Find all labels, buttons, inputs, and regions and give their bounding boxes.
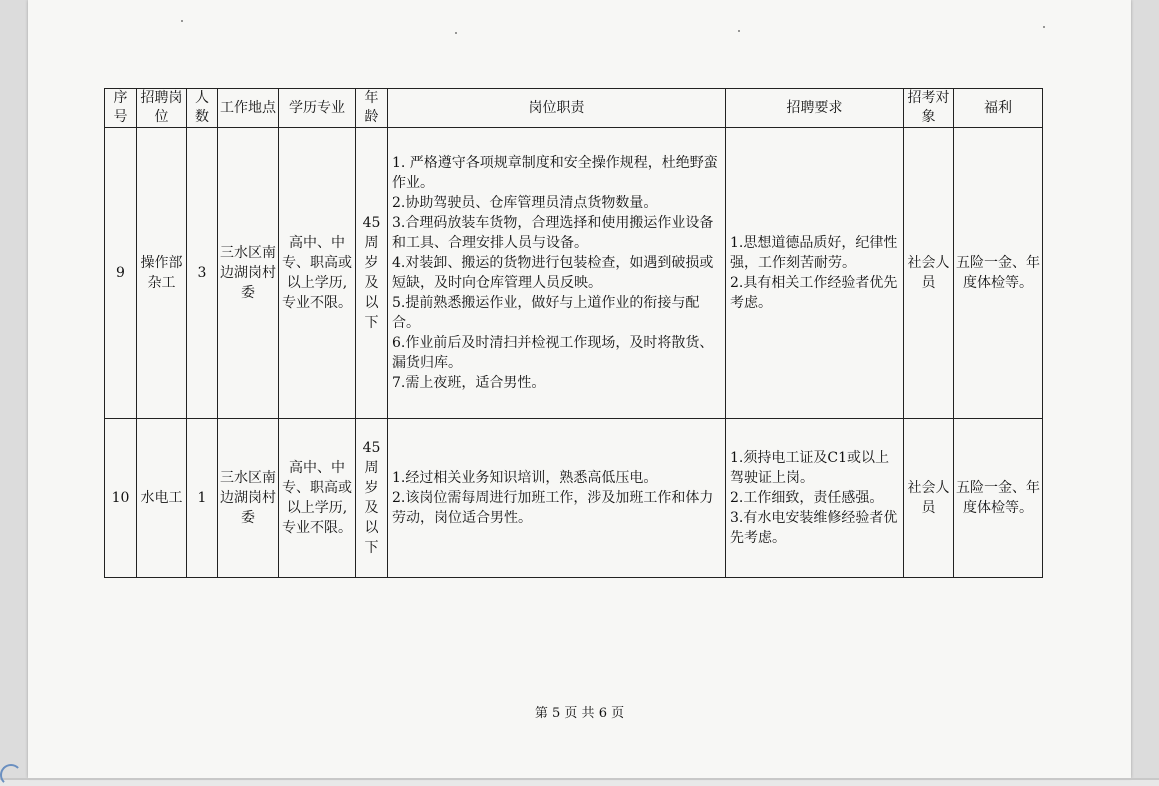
duty-line: 5.提前熟悉搬运作业，做好与上道作业的衔接与配合。: [392, 295, 700, 331]
viewer-corner-icon[interactable]: [0, 764, 22, 786]
cell-seq: 10: [105, 419, 137, 578]
header-post: 招聘岗位: [137, 89, 187, 128]
scan-speck: [738, 30, 740, 32]
header-age: 年龄: [356, 89, 388, 128]
requirement-line: 1.须持电工证及C1或以上驾驶证上岗。: [730, 450, 889, 486]
duty-line: 2.该岗位需每周进行加班工作，涉及加班工作和体力劳动，岗位适合男性。: [392, 490, 714, 526]
cell-count: 1: [187, 419, 218, 578]
header-seq: 序号: [105, 89, 137, 128]
requirement-line: 3.有水电安装维修经验者优先考虑。: [730, 510, 898, 546]
header-benefits: 福利: [954, 89, 1043, 128]
document-page[interactable]: [28, 0, 1131, 778]
cell-post: 水电工: [137, 419, 187, 578]
cell-count: 3: [187, 128, 218, 419]
duty-line: 1.经过相关业务知识培训，熟悉高低压电。: [392, 470, 658, 486]
table-row: [105, 419, 1043, 578]
requirement-line: 2.具有相关工作经验者优先考虑。: [730, 275, 898, 311]
header-location: 工作地点: [218, 89, 279, 128]
header-duties: 岗位职责: [388, 89, 726, 128]
cell-duties: [388, 419, 726, 578]
cell-benefits: 五险一金、年度体检等。: [954, 128, 1043, 419]
recruitment-table: [104, 88, 1043, 578]
duty-line: 3.合理码放装车货物，合理选择和使用搬运作业设备和工具、合理安排人员与设备。: [392, 215, 714, 251]
cell-location: 三水区南边湖岗村委: [218, 128, 279, 419]
cell-age: 45周岁及以下: [356, 128, 388, 419]
duty-line: 6.作业前后及时清扫并检视工作现场，及时将散货、漏货归库。: [392, 335, 714, 371]
header-education: 学历专业: [279, 89, 356, 128]
cell-seq: 9: [105, 128, 137, 419]
page-number: 第 5 页 共 6 页: [534, 706, 625, 721]
cell-target: 社会人员: [904, 128, 954, 419]
header-requirements: 招聘要求: [726, 89, 904, 128]
scan-speck: [455, 32, 457, 34]
header-target: 招考对象: [904, 89, 954, 128]
scan-speck: [1043, 26, 1045, 28]
table-row: [105, 128, 1043, 419]
table-header-row: [105, 89, 1043, 128]
scan-speck: [181, 20, 183, 22]
duty-line: 4.对装卸、搬运的货物进行包装检查，如遇到破损或短缺，及时向仓库管理人员反映。: [392, 255, 714, 291]
duty-line: 1. 严格遵守各项规章制度和安全操作规程，杜绝野蛮作业。: [392, 155, 718, 191]
header-count: 人数: [187, 89, 218, 128]
cell-location: 三水区南边湖岗村委: [218, 419, 279, 578]
cell-requirements: [726, 419, 904, 578]
cell-education: 高中、中专、职高或以上学历,专业不限。: [279, 419, 356, 578]
requirement-line: 1.思想道德品质好，纪律性强，工作刻苦耐劳。: [730, 235, 898, 271]
cell-age: 45周岁及以下: [356, 419, 388, 578]
cell-education: 高中、中专、职高或以上学历,专业不限。: [279, 128, 356, 419]
cell-duties: [388, 128, 726, 419]
duty-line: 2.协助驾驶员、仓库管理员清点货物数量。: [392, 195, 658, 211]
requirement-line: 2.工作细致，责任感强。: [730, 490, 884, 506]
cell-target: 社会人员: [904, 419, 954, 578]
cell-requirements: [726, 128, 904, 419]
duty-line: 7.需上夜班，适合男性。: [392, 375, 546, 391]
cell-benefits: 五险一金、年度体检等。: [954, 419, 1043, 578]
cell-post: 操作部杂工: [137, 128, 187, 419]
